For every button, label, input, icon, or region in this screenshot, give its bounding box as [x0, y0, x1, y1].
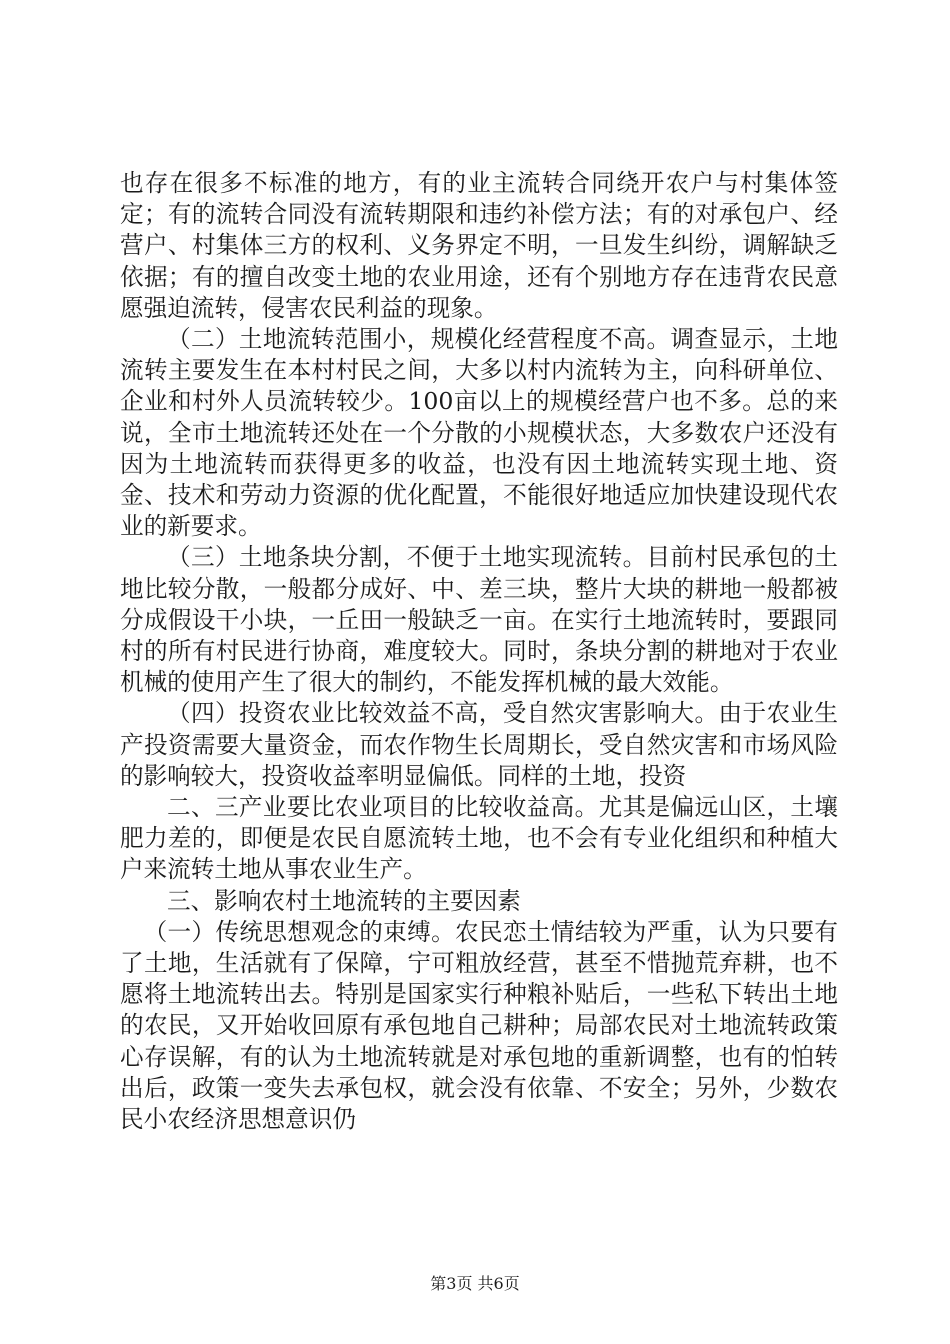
paragraph-section-2: （二）土地流转范围小，规模化经营程度不高。调查显示，土地流转主要发生在本村村民之间，大多以村内流转为主，向科研单位、企业和村外人员流转较少。100亩以上的规模经营户也不多。总的来说，全市土地流转还处在一个分散的小规模状态，大多数农户还没有因为土地流转而获得更多的收益，也没有因土地流转实现土地、资金、技术和劳动力资源的优化配置，不能很好地适应加快建设现代农业的新要求。: [120, 325, 838, 541]
page-footer: [0, 1274, 950, 1294]
paragraph-factor-1: （一）传统思想观念的束缚。农民恋土情结较为严重，认为只要有了土地，生活就有了保障，宁可粗放经营，甚至不惜抛荒弃耕，也不愿将土地流转出去。特别是国家实行种粮补贴后，一些私下转出土地的农民，又开始收回原有承包地自己耕种；局部农民对土地流转政策心存误解，有的认为土地流转就是对承包地的重新调整，也有的怕转出后，政策一变失去承包权，就会没有依靠、不安全；另外，少数农民小农经济思想意识仍: [120, 917, 838, 1134]
paragraph-section-4: （四）投资农业比较效益不高，受自然灾害影响大。由于农业生产投资需要大量资金，而农作物生长周期长，受自然灾害和市场风险的影响较大，投资收益率明显偏低。同样的土地，投资: [120, 699, 838, 790]
paragraph-section-3: （三）土地条块分割，不便于土地实现流转。目前村民承包的土地比较分散，一般都分成好、中、差三块，整片大块的耕地一般都被分成假设干小块，一丘田一般缺乏一亩。在实行土地流转时，要跟同村的所有村民进行协商，难度较大。同时，条块分割的耕地对于农业机械的使用产生了很大的制约，不能发挥机械的最大效能。: [120, 543, 838, 697]
heading-main-factors: 三、影响农村土地流转的主要因素: [167, 886, 521, 915]
paragraph-secondary-tertiary-industry: 二、三产业要比农业项目的比较收益高。尤其是偏远山区，土壤肥力差的，即便是农民自愿流转土地，也不会有专业化组织和种植大户来流转土地从事农业生产。: [120, 793, 838, 884]
document-body: [120, 168, 838, 1135]
paragraph-continuation: 也存在很多不标准的地方，有的业主流转合同绕开农户与村集体签定；有的流转合同没有流转期限和违约补偿方法；有的对承包户、经营户、村集体三方的权利、义务界定不明，一旦发生纠纷，调解缺乏依据；有的擅自改变土地的农业用途，还有个别地方存在违背农民意愿强迫流转，侵害农民利益的现象。: [120, 169, 838, 322]
page-number-label: 第3页 共6页: [430, 1274, 520, 1293]
